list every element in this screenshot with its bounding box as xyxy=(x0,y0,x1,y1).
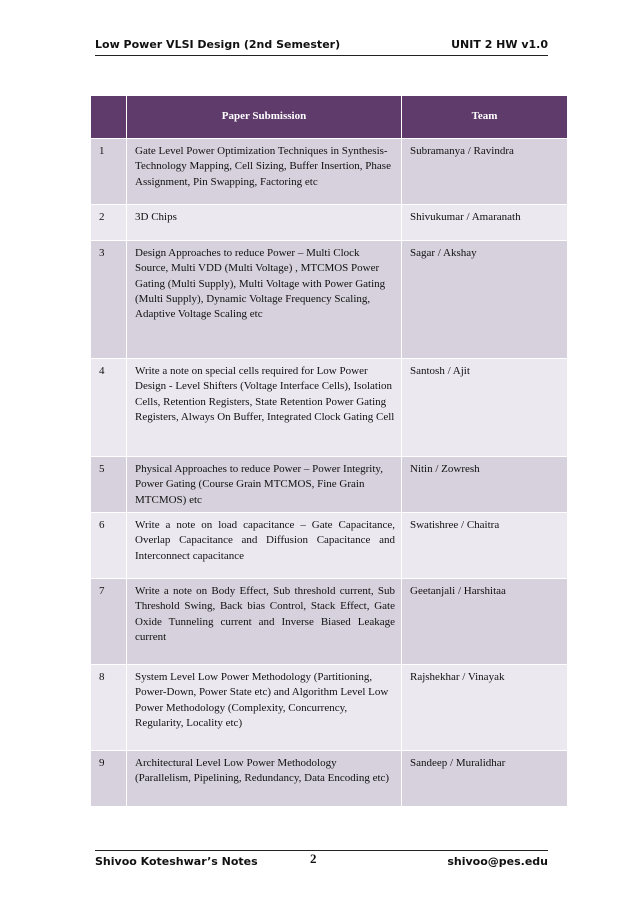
header-unit-label: UNIT 2 HW v1.0 xyxy=(451,38,548,51)
column-header-number xyxy=(91,96,127,139)
row-number: 5 xyxy=(91,457,127,513)
table-row xyxy=(91,205,568,241)
page-number: 2 xyxy=(310,851,317,866)
team-names: Sandeep / Muralidhar xyxy=(402,751,568,807)
row-number: 3 xyxy=(91,241,127,359)
column-header-paper: Paper Submission xyxy=(127,96,402,139)
paper-topic: Design Approaches to reduce Power – Multi Clock Source, Multi VDD (Multi Voltage) , MTCMOS Power Gating (Multi Supply), Multi Voltage with Power Gating (Multi Supply), Dynamic Voltage Frequency Scaling, Adaptive Voltage Scaling etc xyxy=(127,241,402,359)
paper-topic: System Level Low Power Methodology (Partitioning, Power-Down, Power State etc) and Algorithm Level Low Power Methodology (Complexity, Concurrency, Regularity, Locality etc) xyxy=(127,665,402,751)
header-course-title: Low Power VLSI Design (2nd Semester) xyxy=(95,38,341,51)
table-row xyxy=(91,665,568,751)
page-header xyxy=(95,37,548,56)
paper-topic: Architectural Level Low Power Methodology (Parallelism, Pipelining, Redundancy, Data Encoding etc) xyxy=(127,751,402,807)
footer-notes-title: Shivoo Koteshwar’s Notes xyxy=(95,855,258,868)
team-names: Nitin / Zowresh xyxy=(402,457,568,513)
table-row xyxy=(91,579,568,665)
table-row xyxy=(91,241,568,359)
paper-topic: Gate Level Power Optimization Techniques in Synthesis- Technology Mapping, Cell Sizing, Buffer Insertion, Phase Assignment, Pin Swapping, Factoring etc xyxy=(127,139,402,205)
paper-topic: 3D Chips xyxy=(127,205,402,241)
team-names: Sagar / Akshay xyxy=(402,241,568,359)
row-number: 9 xyxy=(91,751,127,807)
paper-topic: Physical Approaches to reduce Power – Power Integrity, Power Gating (Course Grain MTCMOS, Fine Grain MTCMOS) etc xyxy=(127,457,402,513)
team-names: Geetanjali / Harshitaa xyxy=(402,579,568,665)
table-row xyxy=(91,751,568,807)
table-row xyxy=(91,457,568,513)
paper-topic: Write a note on load capacitance – Gate Capacitance, Overlap Capacitance and Diffusion Capacitance and Interconnect capacitance xyxy=(127,513,402,579)
row-number: 8 xyxy=(91,665,127,751)
submission-table xyxy=(90,96,568,807)
table-header-row xyxy=(91,96,568,139)
paper-topic: Write a note on special cells required for Low Power Design - Level Shifters (Voltage Interface Cells), Isolation Cells, Retention Registers, State Retention Power Gating Registers, Always On Buffer, Integrated Clock Gating Cell xyxy=(127,359,402,457)
team-names: Shivukumar / Amaranath xyxy=(402,205,568,241)
page-footer xyxy=(95,850,548,877)
row-number: 6 xyxy=(91,513,127,579)
column-header-team: Team xyxy=(402,96,568,139)
table-row xyxy=(91,513,568,579)
row-number: 7 xyxy=(91,579,127,665)
row-number: 2 xyxy=(91,205,127,241)
paper-topic: Write a note on Body Effect, Sub threshold current, Sub Threshold Swing, Back bias Control, Stack Effect, Gate Oxide Tunneling current and Inverse Biased Leakage current xyxy=(127,579,402,665)
team-names: Santosh / Ajit xyxy=(402,359,568,457)
footer-email: shivoo@pes.edu xyxy=(447,855,548,868)
team-names: Rajshekhar / Vinayak xyxy=(402,665,568,751)
team-names: Swatishree / Chaitra xyxy=(402,513,568,579)
row-number: 1 xyxy=(91,139,127,205)
row-number: 4 xyxy=(91,359,127,457)
team-names: Subramanya / Ravindra xyxy=(402,139,568,205)
table-row xyxy=(91,139,568,205)
table-row xyxy=(91,359,568,457)
